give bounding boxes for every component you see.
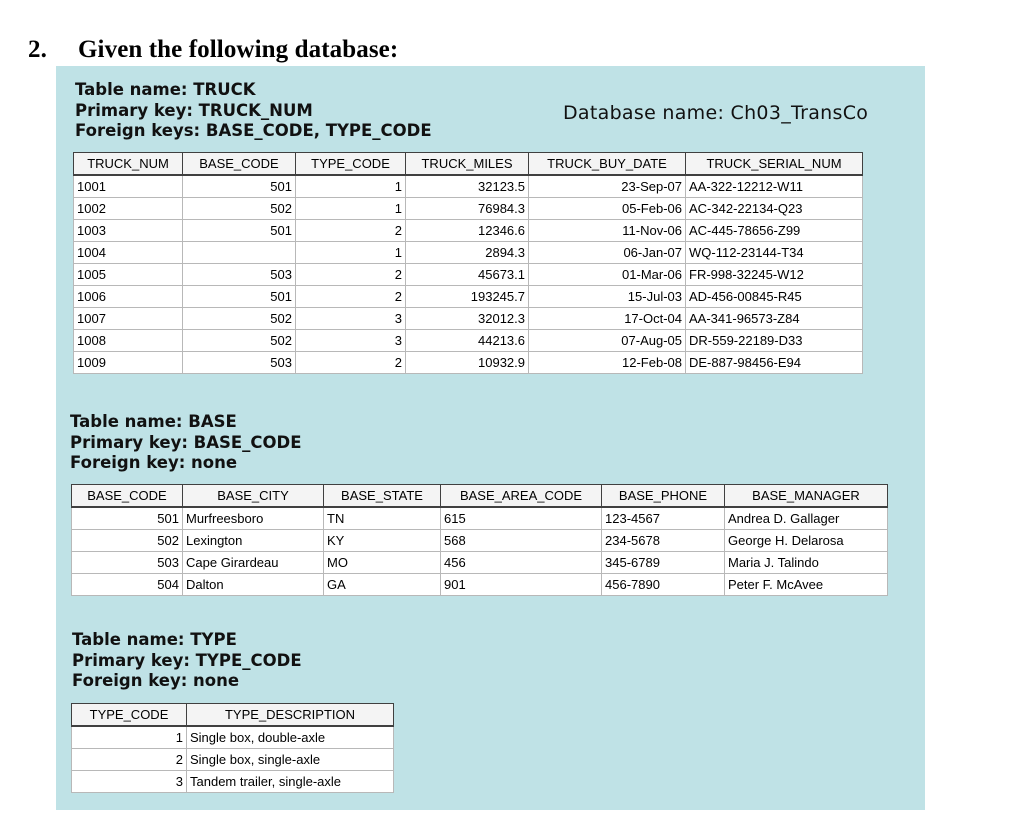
- header-row: [72, 704, 394, 727]
- table-row: [74, 242, 863, 264]
- table-row: [72, 530, 888, 552]
- table-cell: 503: [183, 352, 296, 374]
- column-header: TYPE_CODE: [296, 153, 406, 176]
- table-cell: 2: [296, 264, 406, 286]
- column-header: TRUCK_MILES: [406, 153, 529, 176]
- table-cell: Single box, double-axle: [187, 726, 394, 749]
- header-row: [72, 485, 888, 508]
- type-table-meta: [72, 630, 302, 692]
- table-cell: 1009: [74, 352, 183, 374]
- table-cell: 07-Aug-05: [529, 330, 686, 352]
- table-cell: AC-445-78656-Z99: [686, 220, 863, 242]
- table-cell: 01-Mar-06: [529, 264, 686, 286]
- table-cell: 12-Feb-08: [529, 352, 686, 374]
- table-cell: 1: [296, 198, 406, 220]
- table-row: [74, 198, 863, 220]
- table-cell: 123-4567: [602, 507, 725, 530]
- table-cell: 1002: [74, 198, 183, 220]
- table-cell: 45673.1: [406, 264, 529, 286]
- table-cell: AA-341-96573-Z84: [686, 308, 863, 330]
- column-header: BASE_PHONE: [602, 485, 725, 508]
- table-cell: [183, 242, 296, 264]
- table-cell: 456-7890: [602, 574, 725, 596]
- table-cell: 345-6789: [602, 552, 725, 574]
- column-header: BASE_CITY: [183, 485, 324, 508]
- question-number: 2.: [28, 36, 47, 63]
- table-cell: Single box, single-axle: [187, 749, 394, 771]
- column-header: BASE_CODE: [183, 153, 296, 176]
- header-row: [74, 153, 863, 176]
- table-cell: 1005: [74, 264, 183, 286]
- database-name: Database name: Ch03_TransCo: [563, 102, 869, 124]
- column-header: TYPE_CODE: [72, 704, 187, 727]
- table-cell: 1001: [74, 175, 183, 198]
- type-foreign-key: Foreign key: none: [72, 671, 240, 690]
- table-cell: 501: [72, 507, 183, 530]
- table-row: [74, 264, 863, 286]
- base-foreign-key: Foreign key: none: [70, 453, 238, 472]
- type-table-name: Table name: TYPE: [72, 630, 237, 649]
- table-cell: 2: [296, 352, 406, 374]
- table-cell: TN: [324, 507, 441, 530]
- question-text: Given the following database:: [78, 36, 399, 63]
- column-header: TYPE_DESCRIPTION: [187, 704, 394, 727]
- truck-table-name: Table name: TRUCK: [75, 80, 256, 99]
- table-cell: 1004: [74, 242, 183, 264]
- table-cell: 10932.9: [406, 352, 529, 374]
- table-row: [72, 574, 888, 596]
- table-cell: Tandem trailer, single-axle: [187, 771, 394, 793]
- table-cell: 503: [72, 552, 183, 574]
- type-primary-key: Primary key: TYPE_CODE: [72, 650, 302, 670]
- table-row: [74, 308, 863, 330]
- table-cell: 3: [72, 771, 187, 793]
- table-cell: 2894.3: [406, 242, 529, 264]
- table-cell: 1007: [74, 308, 183, 330]
- table-cell: Murfreesboro: [183, 507, 324, 530]
- table-cell: 501: [183, 286, 296, 308]
- table-row: [74, 175, 863, 198]
- table-cell: 502: [183, 198, 296, 220]
- table-cell: 503: [183, 264, 296, 286]
- type-table: [71, 703, 394, 793]
- table-cell: 2: [72, 749, 187, 771]
- truck-primary-key: Primary key: TRUCK_NUM: [75, 100, 313, 120]
- table-row: [72, 507, 888, 530]
- table-cell: 504: [72, 574, 183, 596]
- column-header: TRUCK_SERIAL_NUM: [686, 153, 863, 176]
- table-cell: KY: [324, 530, 441, 552]
- table-row: [74, 330, 863, 352]
- table-cell: 3: [296, 308, 406, 330]
- table-row: [72, 552, 888, 574]
- truck-table-meta: [75, 80, 432, 142]
- table-cell: 32012.3: [406, 308, 529, 330]
- table-cell: 456: [441, 552, 602, 574]
- table-cell: Lexington: [183, 530, 324, 552]
- table-row: [72, 749, 394, 771]
- column-header: BASE_AREA_CODE: [441, 485, 602, 508]
- table-cell: 15-Jul-03: [529, 286, 686, 308]
- table-cell: AA-322-12212-W11: [686, 175, 863, 198]
- base-table-name: Table name: BASE: [70, 412, 237, 431]
- table-cell: 1: [72, 726, 187, 749]
- table-cell: George H. Delarosa: [725, 530, 888, 552]
- table-cell: 05-Feb-06: [529, 198, 686, 220]
- table-cell: 502: [183, 308, 296, 330]
- table-cell: 501: [183, 175, 296, 198]
- base-table-meta: [70, 412, 302, 474]
- table-row: [72, 726, 394, 749]
- table-cell: GA: [324, 574, 441, 596]
- truck-foreign-keys: Foreign keys: BASE_CODE, TYPE_CODE: [75, 121, 432, 140]
- table-cell: 615: [441, 507, 602, 530]
- column-header: BASE_CODE: [72, 485, 183, 508]
- table-cell: 234-5678: [602, 530, 725, 552]
- table-cell: 502: [72, 530, 183, 552]
- table-cell: Andrea D. Gallager: [725, 507, 888, 530]
- table-cell: 76984.3: [406, 198, 529, 220]
- table-cell: AC-342-22134-Q23: [686, 198, 863, 220]
- table-cell: 1006: [74, 286, 183, 308]
- table-cell: WQ-112-23144-T34: [686, 242, 863, 264]
- table-row: [74, 220, 863, 242]
- question-heading: [28, 36, 398, 64]
- table-cell: 17-Oct-04: [529, 308, 686, 330]
- table-cell: 1008: [74, 330, 183, 352]
- table-cell: 44213.6: [406, 330, 529, 352]
- table-cell: 501: [183, 220, 296, 242]
- truck-table: [73, 152, 863, 374]
- table-cell: 3: [296, 330, 406, 352]
- table-cell: DE-887-98456-E94: [686, 352, 863, 374]
- table-cell: AD-456-00845-R45: [686, 286, 863, 308]
- table-cell: Cape Girardeau: [183, 552, 324, 574]
- table-cell: 06-Jan-07: [529, 242, 686, 264]
- table-cell: 1: [296, 242, 406, 264]
- table-cell: 2: [296, 286, 406, 308]
- table-cell: Maria J. Talindo: [725, 552, 888, 574]
- column-header: TRUCK_NUM: [74, 153, 183, 176]
- table-cell: 568: [441, 530, 602, 552]
- column-header: TRUCK_BUY_DATE: [529, 153, 686, 176]
- table-cell: 502: [183, 330, 296, 352]
- table-cell: 193245.7: [406, 286, 529, 308]
- table-cell: Dalton: [183, 574, 324, 596]
- base-primary-key: Primary key: BASE_CODE: [70, 432, 302, 452]
- table-row: [74, 352, 863, 374]
- table-cell: DR-559-22189-D33: [686, 330, 863, 352]
- table-cell: MO: [324, 552, 441, 574]
- column-header: BASE_STATE: [324, 485, 441, 508]
- table-cell: 1003: [74, 220, 183, 242]
- table-row: [74, 286, 863, 308]
- table-cell: FR-998-32245-W12: [686, 264, 863, 286]
- table-cell: 901: [441, 574, 602, 596]
- table-cell: 12346.6: [406, 220, 529, 242]
- table-cell: Peter F. McAvee: [725, 574, 888, 596]
- column-header: BASE_MANAGER: [725, 485, 888, 508]
- table-cell: 23-Sep-07: [529, 175, 686, 198]
- table-row: [72, 771, 394, 793]
- base-table: [71, 484, 888, 596]
- table-cell: 32123.5: [406, 175, 529, 198]
- table-cell: 11-Nov-06: [529, 220, 686, 242]
- table-cell: 2: [296, 220, 406, 242]
- table-cell: 1: [296, 175, 406, 198]
